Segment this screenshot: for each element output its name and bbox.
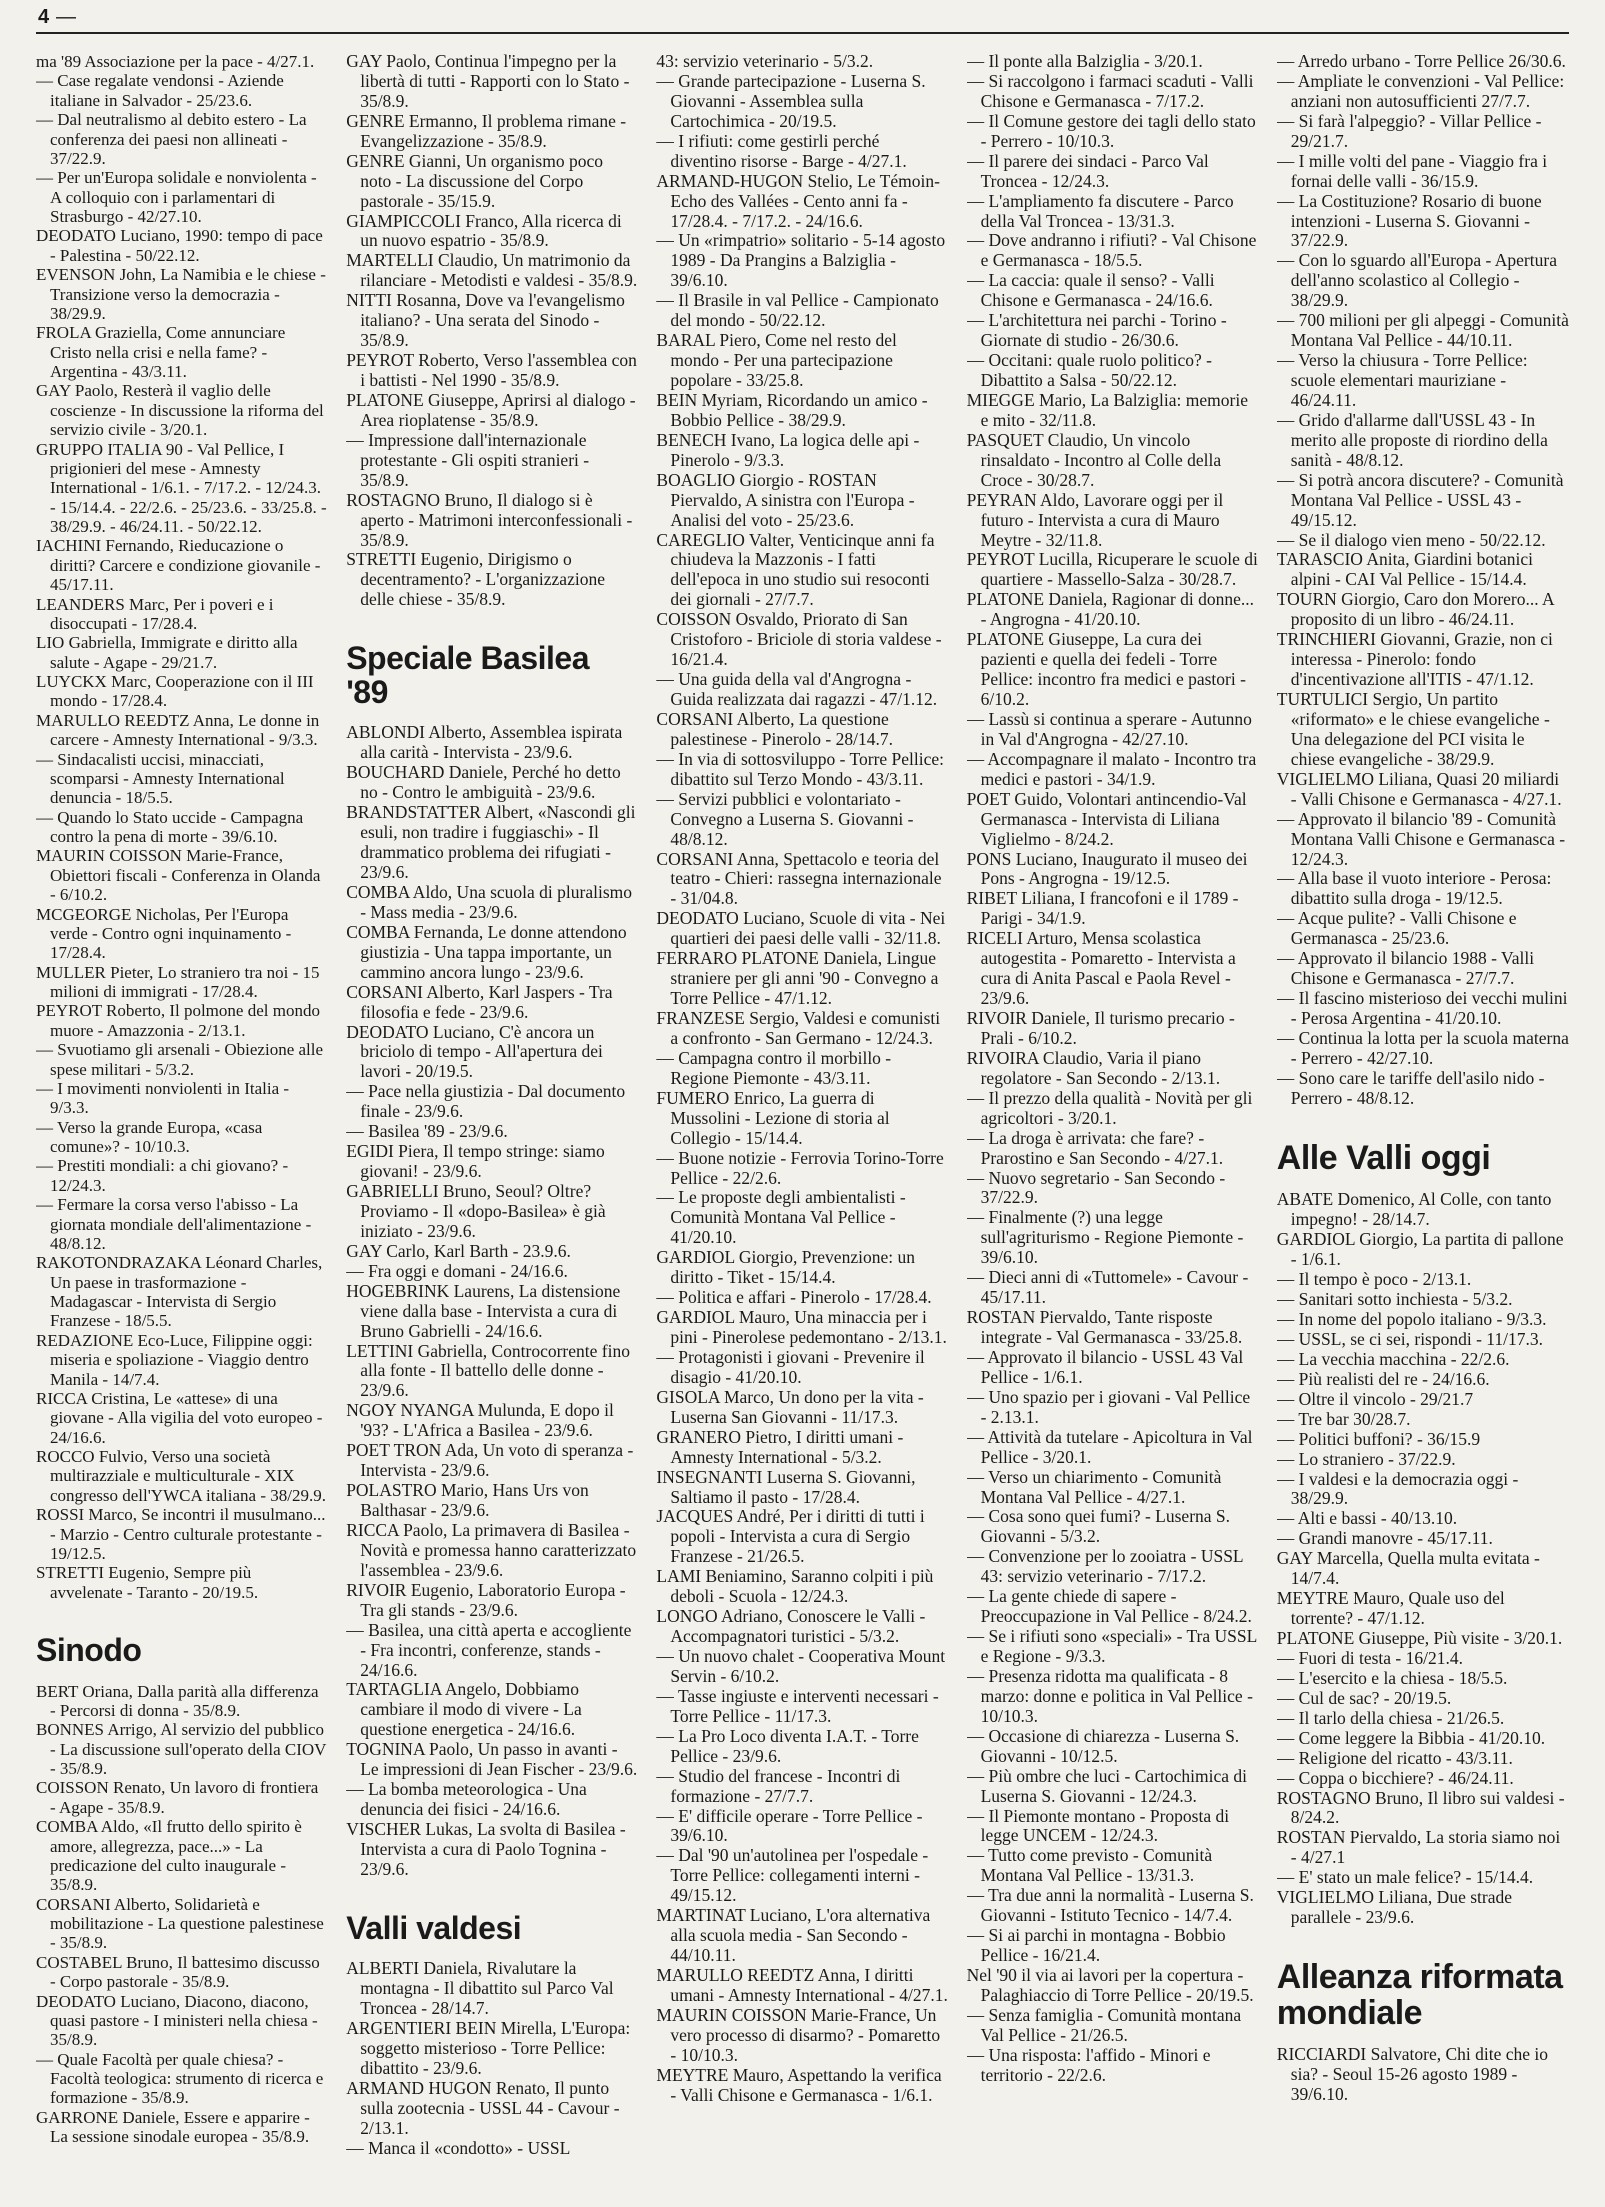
- index-entry: — Attività da tutelare - Apicoltura in Val Pellice - 3/20.1.: [966, 1426, 1253, 1467]
- index-entry: — Alla base il vuoto interiore - Perosa: dibattito sulla droga - 19/12.5.: [1276, 868, 1552, 909]
- index-entry: — USSL, se ci sei, rispondi - 11/17.3.: [1276, 1328, 1544, 1349]
- index-entry: ROSTAN Piervaldo, Tante risposte integrate - Val Germanasca - 33/25.8.: [966, 1307, 1243, 1347]
- index-entry: GENRE Gianni, Un organismo poco noto - La discussione del Corpo pastorale - 35/15.9.: [346, 150, 603, 211]
- index-entry: REDAZIONE Eco-Luce, Filippine oggi: miseria e spoliazione - Viaggio dentro Manila - 14/7.4.: [36, 1330, 313, 1389]
- index-entry: PLATONE Giuseppe, Aprirsi al dialogo - Area rioplatense - 35/8.9.: [346, 389, 636, 430]
- index-entry: COMBA Aldo, Una scuola di pluralismo - Mass media - 23/9.6.: [346, 881, 633, 922]
- index-entry: JACQUES André, Per i diritti di tutti i popoli - Intervista a cura di Sergio Franzese - 21/26.5.: [656, 1506, 925, 1567]
- index-entry: COMBA Aldo, «Il frutto dello spirito è amore, allegrezza, pace...» - La predicazione del culto inaugurale - 35/8.9.: [36, 1817, 302, 1895]
- index-entry: — Nuovo segretario - San Secondo - 37/22.9.: [966, 1167, 1226, 1208]
- index-entry: — Verso la grande Europa, «casa comune»? - 10/10.3.: [36, 1117, 263, 1156]
- index-entry: VIGLIELMO Liliana, Due strade parallele - 23/9.6.: [1276, 1887, 1512, 1928]
- page-number: 4: [38, 6, 50, 28]
- index-entry: — Approvato il bilancio 1988 - Valli Chisone e Germanasca - 27/7.7.: [1276, 948, 1535, 989]
- index-entry: TARASCIO Anita, Giardini botanici alpini - CAI Val Pellice - 15/14.4.: [1276, 549, 1534, 590]
- index-entry: — Si ai parchi in montagna - Bobbio Pellice - 16/21.4.: [966, 1925, 1226, 1966]
- index-entry: VISCHER Lukas, La svolta di Basilea - Intervista a cura di Paolo Tognina - 23/9.6.: [346, 1819, 626, 1879]
- index-entry: — Cul de sac? - 20/19.5.: [1276, 1687, 1452, 1708]
- index-entry: STRETTI Eugenio, Dirigismo o decentramento? - L'organizzazione delle chiese - 35/8.9.: [346, 549, 605, 610]
- index-entry: — Quando lo Stato uccide - Campagna contro la pena di morte - 39/6.10.: [36, 807, 304, 846]
- index-entry: RICCIARDI Salvatore, Chi dite che io sia? - Seoul 15-26 agosto 1989 - 39/6.10.: [1276, 2044, 1549, 2105]
- index-entry: — In via di sottosviluppo - Torre Pellice: dibattito sul Terzo Mondo - 43/3.11.: [656, 748, 945, 789]
- index-entry: Nel '90 il via ai lavori per la copertura - Palaghiaccio di Torre Pellice - 20/19.5.: [966, 1965, 1254, 2005]
- index-entry: — Tre bar 30/28.7.: [1276, 1408, 1411, 1429]
- index-entry: — Manca il «condotto» - USSL: [346, 2137, 571, 2158]
- column-3: [656, 52, 948, 2187]
- index-entry: BEIN Myriam, Ricordando un amico - Bobbio Pellice - 38/29.9.: [656, 389, 928, 430]
- index-entry: GARDIOL Giorgio, Prevenzione: un diritto - Tiket - 15/14.4.: [656, 1247, 915, 1288]
- index-entry: PLATONE Giuseppe, Più visite - 3/20.1.: [1276, 1628, 1563, 1648]
- index-entry: — Come leggere la Bibbia - 41/20.10.: [1276, 1727, 1546, 1748]
- index-entry: ROCCO Fulvio, Verso una società multirazziale e multiculturale - XIX congresso dell'YWCA italiana - 38/29.9.: [36, 1447, 326, 1505]
- index-entry: — Tra due anni la normalità - Luserna S. Giovanni - Istituto Tecnico - 14/7.4.: [966, 1885, 1254, 1926]
- index-entry: MCGEORGE Nicholas, Per l'Europa verde - Contro ogni inquinamento - 17/28.4.: [36, 904, 292, 963]
- index-entry: BOUCHARD Daniele, Perché ho detto no - Contro le ambiguità - 23/9.6.: [346, 762, 621, 803]
- column-5: [1277, 52, 1569, 2187]
- index-entry: MARULLO REEDTZ Anna, I diritti umani - Amnesty International - 4/27.1.: [656, 1965, 948, 2005]
- index-entry: — Fermare la corsa verso l'abisso - La giornata mondiale dell'alimentazione - 48/8.12.: [36, 1195, 312, 1253]
- index-entry: — L'ampliamento fa discutere - Parco della Val Troncea - 13/31.3.: [966, 190, 1234, 231]
- index-entry: — Il ponte alla Balziglia - 3/20.1.: [966, 52, 1203, 71]
- index-entry: — Prestiti mondiali: a chi giovano? - 12/24.3.: [36, 1156, 289, 1195]
- index-entry: GARDIOL Mauro, Una minaccia per i pini - Pinerolese pedemontano - 2/13.1.: [656, 1307, 947, 1347]
- index-entry: — Una risposta: l'affido - Minori e territorio - 22/2.6.: [966, 2044, 1211, 2085]
- index-entry: DEODATO Luciano, Scuole di vita - Nei quartieri dei paesi delle valli - 32/11.8.: [656, 908, 946, 949]
- index-entry: — Il tarlo della chiesa - 21/26.5.: [1276, 1707, 1505, 1728]
- index-entry: — La droga è arrivata: che fare? - Prarostino e San Secondo - 4/27.1.: [966, 1127, 1224, 1168]
- index-entry: NITTI Rosanna, Dove va l'evangelismo italiano? - Una serata del Sinodo - 35/8.9.: [346, 290, 625, 351]
- index-entry: — Occasione di chiarezza - Luserna S. Giovanni - 10/12.5.: [966, 1725, 1240, 1766]
- index-entry: — Se i rifiuti sono «speciali» - Tra USSL e Regione - 9/3.3.: [966, 1626, 1257, 1666]
- index-entry: — Il Brasile in val Pellice - Campionato del mondo - 50/22.12.: [656, 290, 939, 331]
- index-entry: — Il parere dei sindaci - Parco Val Troncea - 12/24.3.: [966, 150, 1209, 191]
- index-entry: RIVOIR Daniele, Il turismo precario - Prali - 6/10.2.: [966, 1008, 1235, 1048]
- index-entry: — La gente chiede di sapere - Preoccupazione in Val Pellice - 8/24.2.: [966, 1586, 1252, 1627]
- section-heading: Speciale Basilea '89: [346, 640, 590, 710]
- index-entry: — Occitani: quale ruolo politico? - Dibattito a Salsa - 50/22.12.: [966, 350, 1213, 390]
- index-entry: — I valdesi e la democrazia oggi - 38/29.9.: [1276, 1468, 1519, 1509]
- index-entry: CAREGLIO Valter, Venticinque anni fa chiudeva la Mazzonis - I fatti dell'epoca in uno studio sui resoconti dei giornali - 27/7.7.: [656, 529, 935, 610]
- index-entry: ABLONDI Alberto, Assemblea ispirata alla carità - Intervista - 23/9.6.: [346, 722, 623, 763]
- index-entry: GARRONE Daniele, Essere e apparire - La sessione sinodale europea - 35/8.9.: [36, 2107, 310, 2147]
- index-entry: — Fra oggi e domani - 24/16.6.: [346, 1260, 568, 1281]
- index-entry: — Studio del francese - Incontri di formazione - 27/7.7.: [656, 1765, 901, 1806]
- index-entry: PEYROT Roberto, Verso l'assemblea con i battisti - Nel 1990 - 35/8.9.: [346, 350, 637, 390]
- index-entry: MEYTRE Mauro, Aspettando la verifica - Valli Chisone e Germanasca - 1/6.1.: [656, 2064, 942, 2105]
- index-entry: GAY Paolo, Resterà il vaglio delle coscienze - In discussione la riforma del servizio civile - 3/20.1.: [36, 381, 324, 440]
- index-entry: PLATONE Daniela, Ragionar di donne... - Angrogna - 41/20.10.: [966, 589, 1254, 630]
- index-entry: GARDIOL Giorgio, La partita di pallone - 1/6.1.: [1276, 1229, 1564, 1270]
- index-entry: — Fuori di testa - 16/21.4.: [1276, 1647, 1463, 1668]
- index-entry: — Campagna contro il morbillo - Regione Piemonte - 43/3.11.: [656, 1047, 892, 1088]
- index-entry: — Impressione dall'internazionale protestante - Gli ospiti stranieri - 35/8.9.: [346, 429, 590, 490]
- index-entry: VIGLIELMO Liliana, Quasi 20 miliardi - Valli Chisone e Germanasca - 4/27.1.: [1276, 768, 1562, 809]
- index-entry: GIAMPICCOLI Franco, Alla ricerca di un nuovo espatrio - 35/8.9.: [346, 210, 622, 251]
- index-entry: RICELI Arturo, Mensa scolastica autogestita - Pomaretto - Intervista a cura di Anita Pascal e Paola Revel - 23/9.6.: [966, 928, 1236, 1009]
- index-entry: — Protagonisti i giovani - Prevenire il disagio - 41/20.10.: [656, 1346, 925, 1387]
- index-entry: — Coppa o bicchiere? - 46/24.11.: [1276, 1767, 1514, 1788]
- index-entry: ROSTAGNO Bruno, Il libro sui valdesi - 8/24.2.: [1276, 1787, 1565, 1828]
- index-entry: CORSANI Alberto, Karl Jaspers - Tra filosofia e fede - 23/9.6.: [346, 981, 613, 1022]
- index-entry: — La caccia: quale il senso? - Valli Chisone e Germanasca - 24/16.6.: [966, 270, 1215, 311]
- index-entry: 43: servizio veterinario - 5/3.2.: [656, 52, 874, 71]
- index-entry: — Dieci anni di «Tuttomele» - Cavour - 45/17.11.: [966, 1267, 1249, 1308]
- index-entry: — Grande partecipazione - Luserna S. Giovanni - Assemblea sulla Cartochimica - 20/19.5.: [656, 70, 926, 131]
- index-entry: INSEGNANTI Luserna S. Giovanni, Saltiamo il pasto - 17/28.4.: [656, 1466, 916, 1507]
- index-entry: — Servizi pubblici e volontariato - Convegno a Luserna S. Giovanni - 48/8.12.: [656, 788, 914, 849]
- index-entry: GRUPPO ITALIA 90 - Val Pellice, I prigionieri del mese - Amnesty International - 1/6.1. - 7/17.2. - 12/24.3. - 15/14.4. - 22/2.6. - 25/23.6. - 33/25.8. - 38/29.9. - 46/24.11. - 50/22.12.: [36, 439, 327, 536]
- index-entry: RIVOIRA Claudio, Varia il piano regolatore - San Secondo - 2/13.1.: [966, 1047, 1221, 1088]
- index-entry: — Dal neutralismo al debito estero - La conferenza dei paesi non allineati - 37/22.9.: [36, 110, 307, 168]
- index-entry: COSTABEL Bruno, Il battesimo discusso - Corpo pastorale - 35/8.9.: [36, 1952, 320, 1992]
- index-entry: ABATE Domenico, Al Colle, con tanto impegno! - 28/14.7.: [1276, 1189, 1552, 1230]
- index-entry: — In nome del popolo italiano - 9/3.3.: [1276, 1309, 1547, 1329]
- index-entry: — La Costituzione? Rosario di buone intenzioni - Luserna S. Giovanni - 37/22.9.: [1276, 190, 1542, 251]
- index-entry: — I mille volti del pane - Viaggio fra i fornai delle valli - 36/15.9.: [1276, 150, 1548, 191]
- index-entry: GENRE Ermanno, Il problema rimane - Evangelizzazione - 35/8.9.: [346, 110, 627, 151]
- index-entry: — La bomba meteorologica - Una denuncia dei fisici - 24/16.6.: [346, 1779, 587, 1820]
- index-entry: LETTINI Gabriella, Controcorrente fino alla fonte - Il battello delle donne - 23/9.6.: [346, 1340, 630, 1401]
- index-entry: GAY Carlo, Karl Barth - 23.9.6.: [346, 1240, 571, 1261]
- index-entry: — Grandi manovre - 45/17.11.: [1276, 1528, 1493, 1549]
- index-entry: — L'esercito e la chiesa - 18/5.5.: [1276, 1667, 1508, 1688]
- index-entry: LUYCKX Marc, Cooperazione con il III mondo - 17/28.4.: [36, 672, 314, 711]
- index-entry: COISSON Osvaldo, Priorato di San Cristoforo - Briciole di storia valdese - 16/21.4.: [656, 609, 942, 670]
- index-entry: — Con lo sguardo all'Europa - Apertura dell'anno scolastico al Collegio - 38/29.9.: [1276, 250, 1557, 311]
- index-entry: GAY Marcella, Quella multa evitata - 14/7.4.: [1276, 1548, 1540, 1589]
- index-entry: GABRIELLI Bruno, Seoul? Oltre? Proviamo - Il «dopo-Basilea» è già iniziato - 23/9.6.: [346, 1181, 606, 1241]
- index-entry: — Per un'Europa solidale e nonviolenta - A colloquio con i parlamentari di Strasburgo - 42/27.10.: [36, 168, 317, 226]
- index-entry: POET Guido, Volontari antincendio-Val Germanasca - Intervista di Liliana Viglielmo - 8/24.2.: [966, 788, 1247, 849]
- index-entry: — Pace nella giustizia - Dal documento finale - 23/9.6.: [346, 1081, 626, 1122]
- index-entry: CORSANI Alberto, La questione palestinese - Pinerolo - 28/14.7.: [656, 708, 893, 749]
- index-entry: STRETTI Eugenio, Sempre più avvelenate - Taranto - 20/19.5.: [36, 1563, 259, 1602]
- index-entry: GRANERO Pietro, I diritti umani - Amnesty International - 5/3.2.: [656, 1426, 904, 1467]
- index-entry: — L'architettura nei parchi - Torino - Giornate di studio - 26/30.6.: [966, 310, 1227, 351]
- index-entry: LEANDERS Marc, Per i poveri e i disoccupati - 17/28.4.: [36, 594, 274, 633]
- index-entry: BONNES Arrigo, Al servizio del pubblico - La discussione sull'operato della CIOV - 35/8.9.: [36, 1720, 327, 1779]
- index-entry: — Verso la chiusura - Torre Pellice: scuole elementari mauriziane - 46/24.11.: [1276, 350, 1528, 410]
- index-entry: — Tutto come previsto - Comunità Montana Val Pellice - 13/31.3.: [966, 1845, 1213, 1886]
- index-entry: — Sanitari sotto inchiesta - 5/3.2.: [1276, 1289, 1513, 1310]
- index-entry: COMBA Fernanda, Le donne attendono giustizia - Una tappa importante, un cammino ancora lungo - 23/9.6.: [346, 921, 627, 982]
- index-entry: IACHINI Fernando, Rieducazione o diritti? Carcere e condizione giovanile - 45/17.11.: [36, 536, 321, 595]
- index-entry: PONS Luciano, Inaugurato il museo dei Pons - Angrogna - 19/12.5.: [966, 848, 1248, 889]
- index-entry: — Un «rimpatrio» solitario - 5-14 agosto 1989 - Da Prangins a Balziglia - 39/6.10.: [656, 230, 946, 291]
- index-entry: — La vecchia macchina - 22/2.6.: [1276, 1348, 1510, 1369]
- index-entry: — Approvato il bilancio '89 - Comunità Montana Valli Chisone e Germanasca - 12/24.3.: [1276, 808, 1566, 869]
- index-entry: PEYRAN Aldo, Lavorare oggi per il futuro - Intervista a cura di Mauro Meytre - 32/11.8.: [966, 489, 1224, 550]
- index-entry: LIO Gabriella, Immigrate e diritto alla salute - Agape - 29/21.7.: [36, 633, 298, 672]
- index-entry: MARTELLI Claudio, Un matrimonio da rilanciare - Metodisti e valdesi - 35/8.9.: [346, 250, 638, 291]
- index-entry: TOGNINA Paolo, Un passo in avanti - Le impressioni di Jean Fischer - 23/9.6.: [346, 1739, 638, 1780]
- index-entry: FUMERO Enrico, La guerra di Mussolini - Lezione di storia al Collegio - 15/14.4.: [656, 1087, 890, 1148]
- index-entry: DEODATO Luciano, Diacono, diacono, quasi pastore - I ministeri nella chiesa - 35/8.9.: [36, 1991, 318, 2050]
- index-entry: RIBET Liliana, I francofoni e il 1789 - Parigi - 34/1.9.: [966, 888, 1239, 929]
- index-entry: RIVOIR Eugenio, Laboratorio Europa - Tra gli stands - 23/9.6.: [346, 1579, 626, 1620]
- index-entry: MARTINAT Luciano, L'ora alternativa alla scuola media - San Secondo - 44/10.11.: [656, 1905, 931, 1966]
- index-entry: — Cosa sono quei fumi? - Luserna S. Giovanni - 5/3.2.: [966, 1506, 1231, 1547]
- index-entry: FRANZESE Sergio, Valdesi e comunisti a confronto - San Germano - 12/24.3.: [656, 1008, 941, 1048]
- index-entry: — Religione del ricatto - 43/3.11.: [1276, 1747, 1513, 1768]
- index-entry: — Tasse ingiuste e interventi necessari - Torre Pellice - 11/17.3.: [656, 1685, 939, 1726]
- index-entry: — Lassù si continua a sperare - Autunno in Val d'Angrogna - 42/27.10.: [966, 708, 1252, 749]
- index-entry: BRANDSTATTER Albert, «Nascondi gli esuli, non tradire i fuggiaschi» - Il drammatico problema dei rifugiati - 23/9.6.: [346, 802, 636, 882]
- index-entry: — Basilea, una città aperta e accogliente - Fra incontri, conferenze, stands - 24/16.6.: [346, 1619, 632, 1680]
- index-entry: COISSON Renato, Un lavoro di frontiera - Agape - 35/8.9.: [36, 1778, 319, 1817]
- index-entry: MARULLO REEDTZ Anna, Le donne in carcere - Amnesty International - 9/3.3.: [36, 710, 320, 750]
- index-entry: — Il tempo è poco - 2/13.1.: [1276, 1269, 1472, 1290]
- index-entry: MAURIN COISSON Marie-France, Un vero processo di disarmo? - Pomaretto - 10/10.3.: [656, 2004, 941, 2065]
- index-entry: ROSTAN Piervaldo, La storia siamo noi - 4/27.1: [1276, 1827, 1561, 1868]
- index-entry: BERT Oriana, Dalla parità alla differenza - Percorsi di donna - 35/8.9.: [36, 1681, 319, 1720]
- index-entry: MULLER Pieter, Lo straniero tra noi - 15 milioni di immigrati - 17/28.4.: [36, 962, 320, 1001]
- index-entry: — Si raccolgono i farmaci scaduti - Valli Chisone e Germanasca - 7/17.2.: [966, 70, 1254, 111]
- index-entry: — 700 milioni per gli alpeggi - Comunità Montana Val Pellice - 44/10.11.: [1276, 310, 1569, 351]
- index-entry: — Lo straniero - 37/22.9.: [1276, 1448, 1456, 1469]
- index-entry: MIEGGE Mario, La Balziglia: memorie e mito - 32/11.8.: [966, 389, 1248, 430]
- index-entry: — Oltre il vincolo - 29/21.7: [1276, 1388, 1474, 1409]
- index-entry: — Alti e bassi - 40/13.10.: [1276, 1508, 1458, 1529]
- index-entry: TOURN Giorgio, Caro don Morero... A proposito di un libro - 46/24.11.: [1276, 589, 1554, 630]
- index-entry: EGIDI Piera, Il tempo stringe: siamo giovani! - 23/9.6.: [346, 1141, 605, 1182]
- index-entry: — E' difficile operare - Torre Pellice - 39/6.10.: [656, 1805, 923, 1846]
- index-entry: — I rifiuti: come gestirli perché diventino risorse - Barge - 4/27.1.: [656, 130, 907, 171]
- index-entry: RICCA Cristina, Le «attese» di una giovane - Alla vigilia del voto europeo - 24/16.6.: [36, 1388, 323, 1447]
- section-heading: Valli valdesi: [346, 1909, 522, 1946]
- index-entry: PLATONE Giuseppe, La cura dei pazienti e quella dei fedeli - Torre Pellice: incontro fra medici e pastori - 6/10.2.: [966, 629, 1246, 709]
- index-entry: BARAL Piero, Come nel resto del mondo - Per una partecipazione popolare - 33/25.8.: [656, 330, 897, 390]
- index-entry: DEODATO Luciano, C'è ancora un briciolo di tempo - All'apertura dei lavori - 20/19.5.: [346, 1021, 603, 1082]
- section-heading: Sinodo: [36, 1632, 142, 1668]
- index-entry: ARMAND-HUGON Stelio, Le Témoin-Echo des Vallées - Cento anni fa - 17/28.4. - 7/17.2. - 24/16.6.: [656, 170, 940, 231]
- index-entry: — Dove andranno i rifiuti? - Val Chisone e Germanasca - 18/5.5.: [966, 230, 1257, 271]
- index-entry: — Accompagnare il malato - Incontro tra medici e pastori - 34/1.9.: [966, 748, 1257, 789]
- index-entry: — Se il dialogo vien meno - 50/22.12.: [1276, 529, 1546, 550]
- index-entry: RAKOTONDRAZAKA Léonard Charles, Un paese in trasformazione - Madagascar - Intervista di Sergio Franzese - 18/5.5.: [36, 1253, 323, 1331]
- index-entry: POET TRON Ada, Un voto di speranza - Intervista - 23/9.6.: [346, 1440, 634, 1481]
- index-entry: GISOLA Marco, Un dono per la vita - Luserna San Giovanni - 11/17.3.: [656, 1386, 924, 1427]
- index-entry: — Arredo urbano - Torre Pellice 26/30.6.: [1276, 52, 1566, 71]
- index-entry: — Sono care le tariffe dell'asilo nido - Perrero - 48/8.12.: [1276, 1067, 1545, 1108]
- index-entry: POLASTRO Mario, Hans Urs von Balthasar - 23/9.6.: [346, 1480, 589, 1520]
- index-columns: [36, 52, 1569, 2187]
- index-entry: CORSANI Anna, Spettacolo e teoria del teatro - Chieri: rassegna internazionale - 31/04.8.: [656, 848, 942, 909]
- index-entry: — Si potrà ancora discutere? - Comunità Montana Val Pellice - USSL 43 - 49/15.12.: [1276, 469, 1564, 530]
- index-entry: — Politica e affari - Pinerolo - 17/28.4.: [656, 1287, 932, 1308]
- index-entry: — Dal '90 un'autolinea per l'ospedale - Torre Pellice: collegamenti interni - 49/15.12.: [656, 1845, 929, 1906]
- index-entry: — Approvato il bilancio - USSL 43 Val Pellice - 1/6.1.: [966, 1346, 1244, 1387]
- index-entry: TARTAGLIA Angelo, Dobbiamo cambiare il modo di vivere - La questione energetica - 24/16.6.: [346, 1679, 582, 1740]
- column-1: [36, 52, 328, 2187]
- index-entry: HOGEBRINK Laurens, La distensione viene dalla base - Intervista a cura di Bruno Gabrielli - 24/16.6.: [346, 1280, 621, 1341]
- index-entry: — Una guida della val d'Angrogna - Guida realizzata dai ragazzi - 47/1.12.: [656, 669, 938, 709]
- index-entry: BOAGLIO Giorgio - ROSTAN Piervaldo, A sinistra con l'Europa - Analisi del voto - 25/23.6.: [656, 469, 915, 530]
- index-entry: — Uno spazio per i giovani - Val Pellice - 2.13.1.: [966, 1386, 1251, 1427]
- header-rule: [36, 32, 1569, 34]
- index-entry: — Le proposte degli ambientalisti - Comunità Montana Val Pellice - 41/20.10.: [656, 1187, 906, 1248]
- index-entry: — Il Piemonte montano - Proposta di legge UNCEM - 12/24.3.: [966, 1805, 1230, 1846]
- index-entry: — Buone notizie - Ferrovia Torino-Torre Pellice - 22/2.6.: [656, 1147, 944, 1188]
- index-entry: — Convenzione per lo zooiatra - USSL 43: servizio veterinario - 7/17.2.: [966, 1546, 1243, 1587]
- index-entry: FERRARO PLATONE Daniela, Lingue straniere per gli anni '90 - Convegno a Torre Pellice - 47/1.12.: [656, 948, 939, 1009]
- index-entry: — I movimenti nonviolenti in Italia - 9/3.3.: [36, 1078, 290, 1118]
- index-entry: — E' stato un male felice? - 15/14.4.: [1276, 1867, 1534, 1888]
- index-entry: — Verso un chiarimento - Comunità Montana Val Pellice - 4/27.1.: [966, 1466, 1222, 1507]
- index-entry: — Senza famiglia - Comunità montana Val Pellice - 21/26.5.: [966, 2004, 1242, 2045]
- index-entry: — Il fascino misterioso dei vecchi mulini - Perosa Argentina - 41/20.10.: [1276, 988, 1568, 1028]
- index-entry: MAURIN COISSON Marie-France, Obiettori fiscali - Conferenza in Olanda - 6/10.2.: [36, 846, 321, 905]
- index-entry: ROSSI Marco, Se incontri il musulmano... - Marzio - Centro culturale protestante - 19/12.5.: [36, 1505, 326, 1563]
- index-entry: TURTULICI Sergio, Un partito «riformato» e le chiese evangeliche - Una delegazione del PCI visita le chiese evangeliche - 38/29.9.: [1276, 689, 1550, 769]
- index-entry: TRINCHIERI Giovanni, Grazie, non ci interessa - Pinerolo: fondo d'incentivazione all'ITIS - 47/1.12.: [1276, 629, 1553, 690]
- index-entry: — Svuotiamo gli arsenali - Obiezione alle spese militari - 5/3.2.: [36, 1040, 324, 1079]
- index-entry: ma '89 Associazione per la pace - 4/27.1.: [36, 52, 315, 71]
- section-heading: Alleanza riformata mondiale: [1276, 1958, 1563, 2032]
- index-entry: — Ampliate le convenzioni - Val Pellice: anziani non autosufficienti 27/7.7.: [1276, 70, 1565, 111]
- index-entry: — Politici buffoni? - 36/15.9: [1276, 1428, 1481, 1449]
- index-entry: — Si farà l'alpeggio? - Villar Pellice - 29/21.7.: [1276, 110, 1542, 151]
- index-entry: — Sindacalisti uccisi, minacciati, scomparsi - Amnesty International denuncia - 18/5.5.: [36, 749, 285, 808]
- index-entry: ROSTAGNO Bruno, Il dialogo si è aperto - Matrimoni interconfessionali - 35/8.9.: [346, 489, 633, 550]
- index-entry: CORSANI Alberto, Solidarietà e mobilitazione - La questione palestinese - 35/8.9.: [36, 1894, 324, 1953]
- index-entry: — Più ombre che luci - Cartochimica di Luserna S. Giovanni - 12/24.3.: [966, 1765, 1248, 1806]
- index-entry: ARGENTIERI BEIN Mirella, L'Europa: soggetto misterioso - Torre Pellice: dibattito - 23/9.6.: [346, 2018, 631, 2079]
- index-entry: LONGO Adriano, Conoscere le Valli - Accompagnatori turistici - 5/3.2.: [656, 1606, 926, 1647]
- index-entry: — Finalmente (?) una legge sull'agriturismo - Regione Piemonte - 39/6.10.: [966, 1207, 1244, 1268]
- index-entry: — Acque pulite? - Valli Chisone e Germanasca - 25/23.6.: [1276, 908, 1517, 949]
- column-2: [346, 52, 638, 2187]
- index-entry: ARMAND HUGON Renato, Il punto sulla zootecnia - USSL 44 - Cavour - 2/13.1.: [346, 2078, 620, 2138]
- index-entry: FROLA Graziella, Come annunciare Cristo nella crisi e nella fame? - Argentina - 43/3.11.: [36, 323, 286, 381]
- index-entry: LAMI Beniamino, Saranno colpiti i più deboli - Scuola - 12/24.3.: [656, 1566, 934, 1607]
- index-entry: PEYROT Lucilla, Ricuperare le scuole di quartiere - Massello-Salza - 30/28.7.: [966, 549, 1258, 590]
- index-entry: — Il prezzo della qualità - Novità per gli agricoltori - 3/20.1.: [966, 1087, 1253, 1128]
- index-entry: — Basilea '89 - 23/9.6.: [346, 1121, 508, 1142]
- index-entry: — Il Comune gestore dei tagli dello stato - Perrero - 10/10.3.: [966, 110, 1256, 151]
- index-entry: — Quale Facoltà per quale chiesa? - Facoltà teologica: strumento di ricerca e formazione - 35/8.9.: [36, 2049, 324, 2108]
- index-entry: — Più realisti del re - 24/16.6.: [1276, 1368, 1490, 1389]
- index-entry: RICCA Paolo, La primavera di Basilea - Novità e promessa hanno caratterizzato l'assemblea - 23/9.6.: [346, 1519, 637, 1580]
- index-entry: MEYTRE Mauro, Quale uso del torrente? - 47/1.12.: [1276, 1588, 1505, 1629]
- index-entry: GAY Paolo, Continua l'impegno per la libertà di tutti - Rapporti con lo Stato - 35/8.9.: [346, 52, 630, 111]
- index-entry: DEODATO Luciano, 1990: tempo di pace - Palestina - 50/22.12.: [36, 226, 323, 265]
- index-entry: EVENSON John, La Namibia e le chiese - Transizione verso la democrazia - 38/29.9.: [36, 265, 326, 323]
- index-entry: BENECH Ivano, La logica delle api - Pinerolo - 9/3.3.: [656, 429, 920, 470]
- section-heading: Alle Valli oggi: [1276, 1138, 1491, 1177]
- index-entry: ALBERTI Daniela, Rivalutare la montagna - Il dibattito sul Parco Val Troncea - 28/14.7.: [346, 1958, 614, 2019]
- index-entry: PASQUET Claudio, Un vincolo rinsaldato - Incontro al Colle della Croce - 30/28.7.: [966, 429, 1222, 490]
- column-4: [967, 52, 1259, 2187]
- index-entry: — Grido d'allarme dall'USSL 43 - In merito alle proposte di riordino della sanità - 48/8.12.: [1276, 409, 1548, 470]
- index-entry: NGOY NYANGA Mulunda, E dopo il '93? - L'Africa a Basilea - 23/9.6.: [346, 1400, 614, 1441]
- index-entry: PEYROT Roberto, Il polmone del mondo muore - Amazzonia - 2/13.1.: [36, 1001, 320, 1040]
- page-number-dash: —: [56, 6, 76, 28]
- index-entry: — Case regalate vendonsi - Aziende italiane in Salvador - 25/23.6.: [36, 71, 284, 110]
- index-entry: — Continua la lotta per la scuola materna - Perrero - 42/27.10.: [1276, 1027, 1569, 1068]
- index-entry: — La Pro Loco diventa I.A.T. - Torre Pellice - 23/9.6.: [656, 1725, 919, 1766]
- index-entry: — Un nuovo chalet - Cooperativa Mount Servin - 6/10.2.: [656, 1646, 946, 1686]
- index-entry: — Presenza ridotta ma qualificata - 8 marzo: donne e politica in Val Pellice - 10/10.3.: [966, 1665, 1253, 1726]
